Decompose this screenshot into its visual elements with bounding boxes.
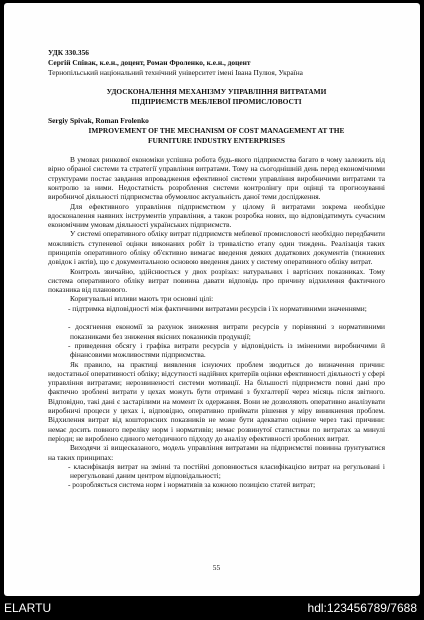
affiliation: Тернопільський національний технічний університет імені Івана Пулюя, Україна	[48, 68, 303, 77]
authors-en: Sergiy Spivak, Roman Frolenko	[48, 116, 149, 125]
paragraph: У системі оперативного обліку витрат підприємств меблевої промисловості необхідно передбачити можливість ступеневої оцінки виконаних робіт із тривалістю етапу один тиждень. Реалізація таких принципів оперативного обліку об'єктивно вимагає введення деяких додаткових документів (тижневих довідок і актів), що є документальною основою введення даних у систему оперативного обліку витрат.	[48, 229, 385, 267]
paragraph: Як правило, на практиці виявлення існуючих проблем зводиться до визначення причин: недостатньої оперативності обліку; відсутності надійних критеріїв оцінки ефективності діяльності у сфері управління витратами; нерозвиненості системи мотивації. На більшості підприємств повні дані про фактично зроблені витрати у цехах можуть бути отримані з бухгалтерії через місяць після звітного. Відповідно, такі дані є застарілими на момент їх одержання. Вони не дозволяють оперативно аналізувати виробничі процеси у цехах і, відповідно, оперативно приймати рішення у міру виникнення проблем. Відхилення витрат від кошторисних показників не може бути адекватно оцінене через такі причини: немає досить повного переліку норм і нормативів; немає розвинутої статистики по витратах за минулі періоди; не вироблено єдиного методичного підходу до аналізу ефективності зроблених витрат.	[48, 359, 385, 443]
paragraph: Виходячи зі вищесказаного, модель управління витратами на підприємстві повинна ґрунтуватися на таких принципах:	[48, 443, 385, 462]
body-text	[48, 155, 385, 490]
title-uk-line-2: ПІДПРИЄМСТВ МЕБЛЕВОЇ ПРОМИСЛОВОСТІ	[131, 97, 302, 106]
paragraph: - приведення обсягу і графіка витрати ресурсів у відповідність із зміненими виробничими й фінансовими можливостями підприємства.	[68, 340, 385, 360]
paragraph: - класифікація витрат на змінні та постійні доповнюється класифікацією витрат на регульовані і нерегульовані даним центром відповідальності;	[68, 461, 385, 481]
title-uk-line-1: УДОСКОНАЛЕННЯ МЕХАНІЗМУ УПРАВЛІННЯ ВИТРАТАМИ	[106, 87, 327, 96]
paragraph: - підтримка відповідності між фактичними витратами ресурсів і їх нормативними значеннями;	[68, 303, 367, 313]
page-number: 55	[212, 563, 221, 572]
paragraph: Контроль звичайно, здійснюється у двох розрізах: натуральних і вартісних показниках. Тому система оперативного обліку витрат повинна давати відповідь про причину відхилення фактичного показника від планового.	[48, 266, 385, 295]
udk-code: УДК 330.356	[48, 48, 89, 57]
handle-id[interactable]: hdl:123456789/7688	[307, 601, 417, 615]
repository-name: ELARTU	[4, 601, 52, 615]
viewer-footer	[0, 596, 424, 620]
authors-uk: Сергій Співак, к.е.н., доцент, Роман Фроленко, к.е.н., доцент	[48, 58, 251, 67]
document-page	[4, 3, 420, 596]
paragraph: Для ефективного управління підприємством у цілому й витратами зокрема необхідне вдосконалення наявних інструментів управління, а також розробка нових, що відповідатимуть сучасним економічним умовам діяльності українських підприємств.	[48, 201, 385, 230]
paragraph: - досягнення економії за рахунок зниження витрати ресурсів у порівнянні з нормативними показниками без зниження якісних показників продукції;	[68, 322, 385, 341]
paragraph: - розробляється система норм і нормативів за кожною позицією статей витрат;	[68, 480, 316, 490]
title-en-line-2: FURNITURE INDUSTRY ENTERPRISES	[147, 136, 286, 145]
title-en-line-1: IMPROVEMENT OF THE MECHANISM OF COST MANAGEMENT AT THE	[88, 126, 345, 135]
paragraph: Коригувальні впливи мають три основні цілі:	[70, 294, 214, 304]
paragraph: В умовах ринкової економіки успішна робота будь-якого підприємства багато в чому залежить від вірно обраної системи та стратегії управління витратами. Тому на сьогоднішній день перед економічними структурами постає завдання впровадження ефективної системи управління виробничими витратами та контролю за ними. Недостатність розроблення системи контролінгу при оцінці та прогнозуванні виробничої діяльності підприємства обумовлює актуальність даної теми дослідження.	[48, 155, 385, 202]
